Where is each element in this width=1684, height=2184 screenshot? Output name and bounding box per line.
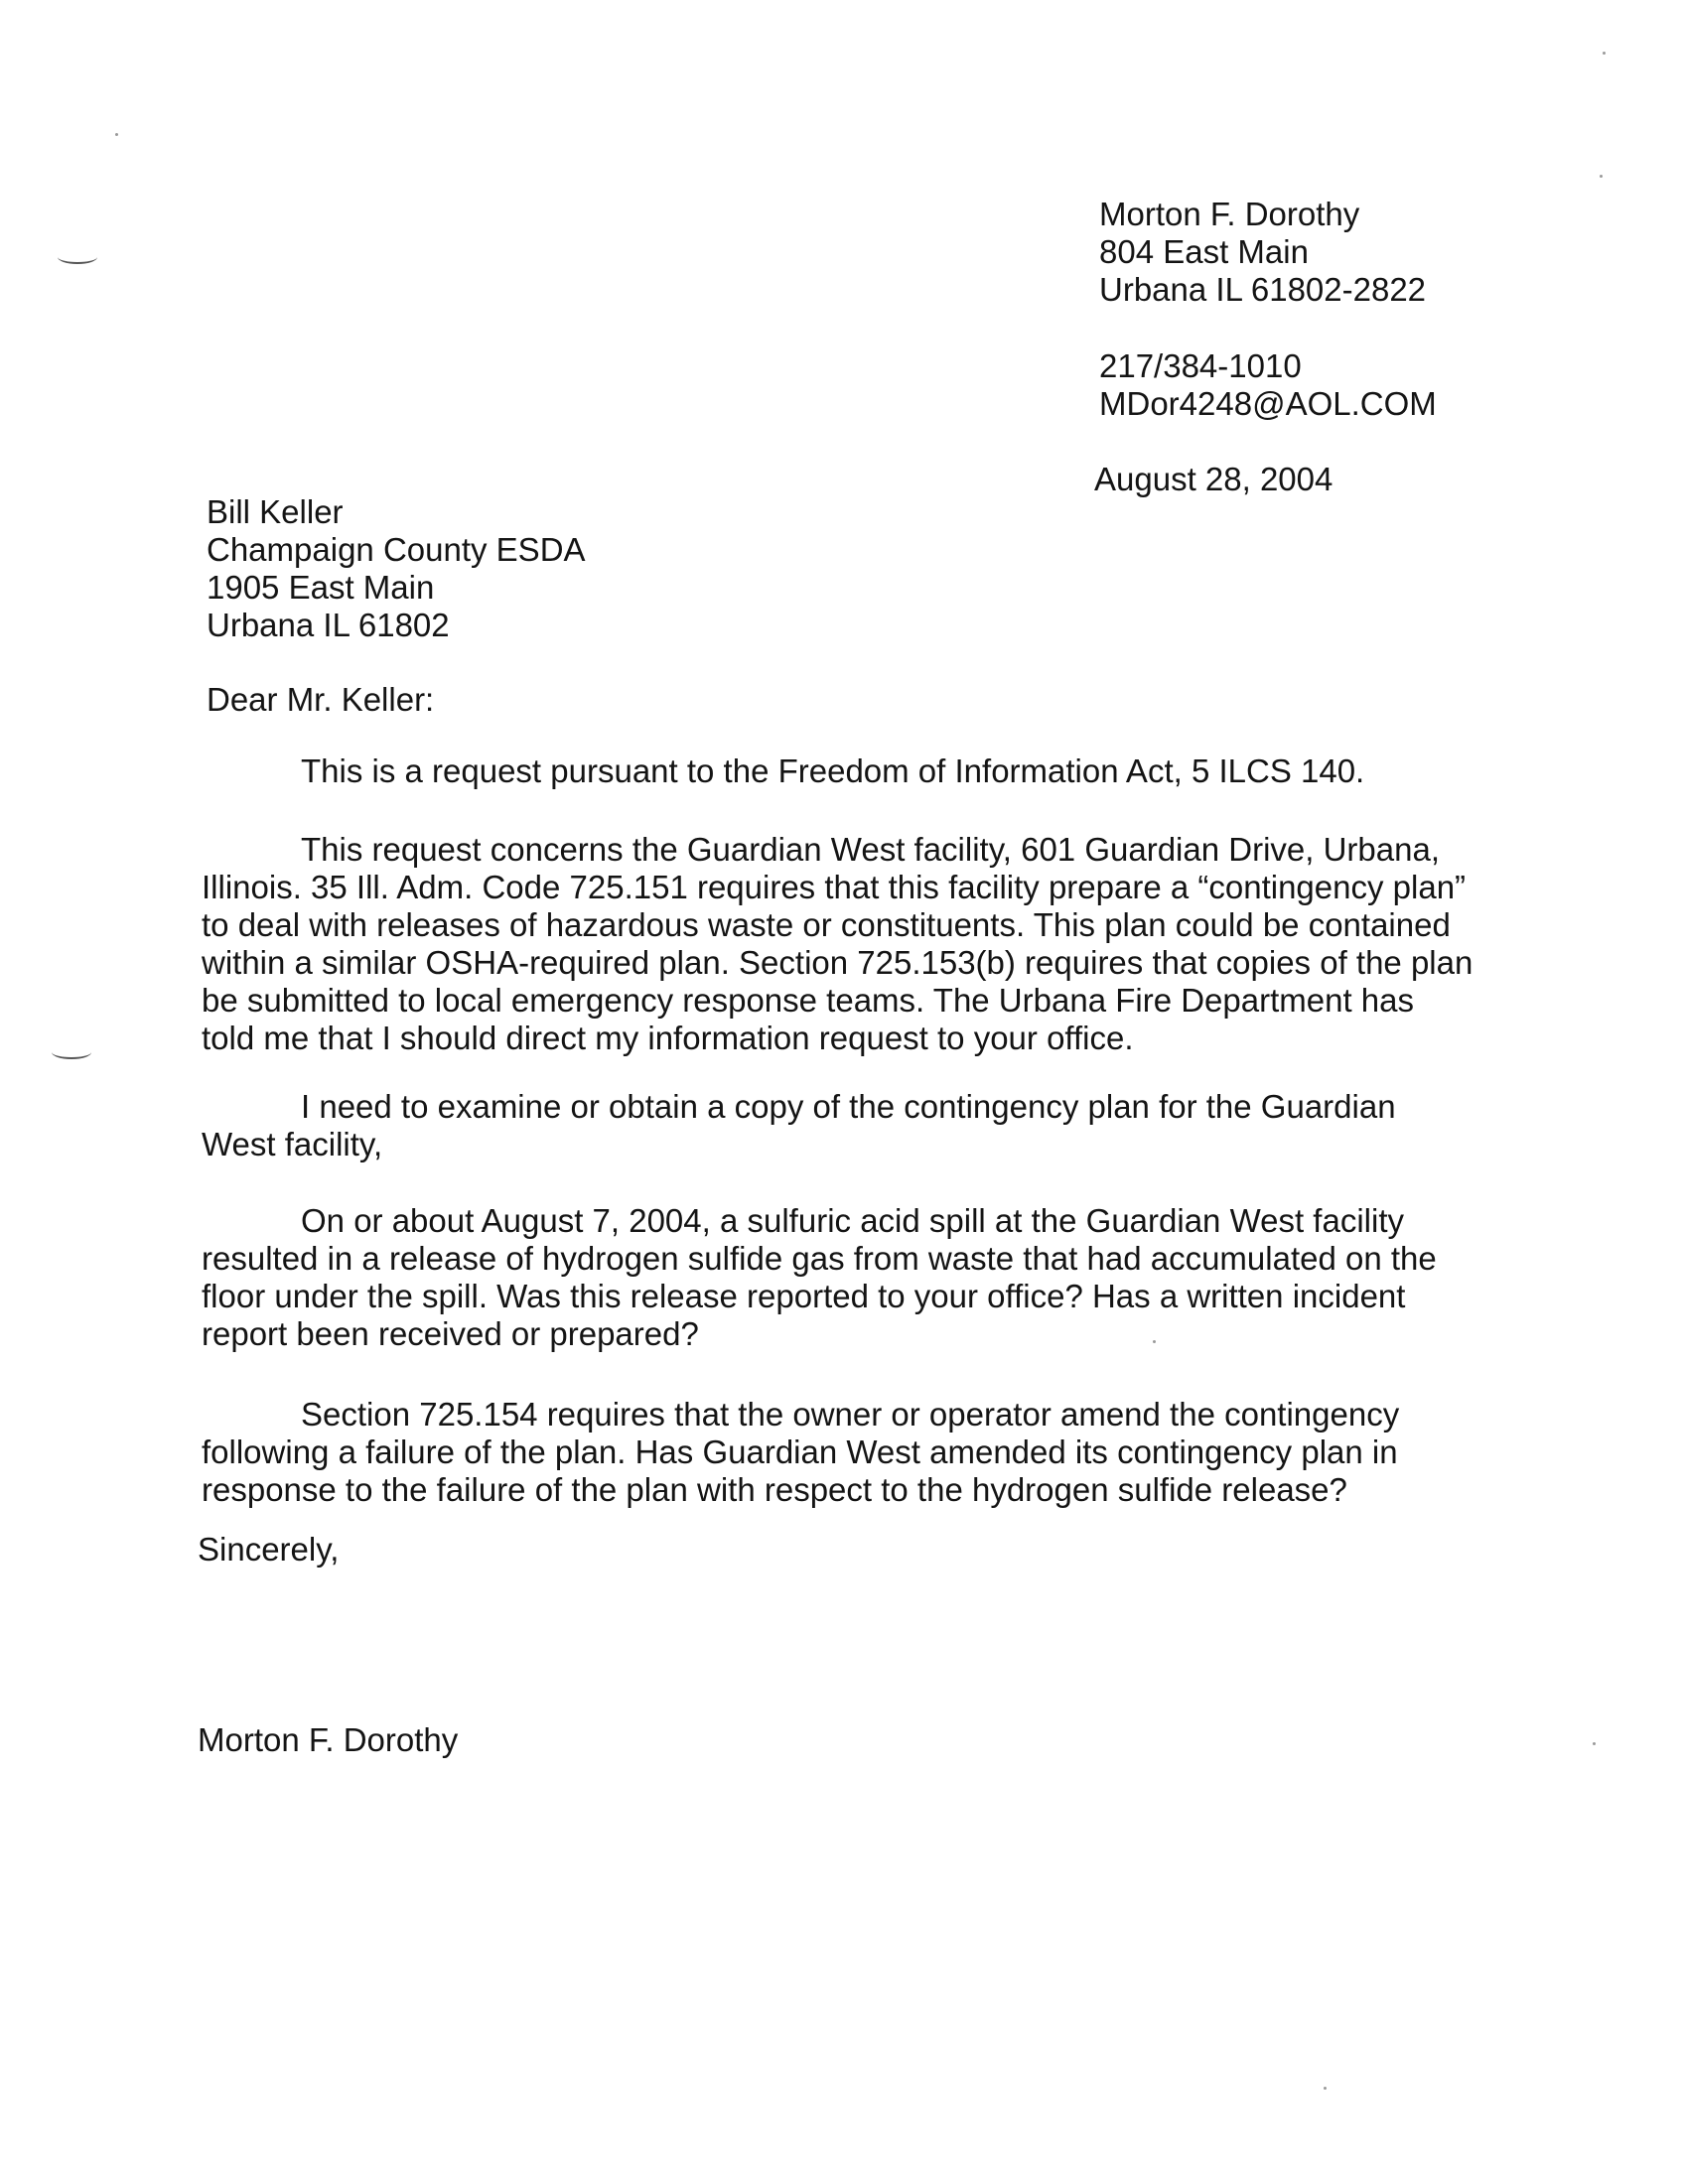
sender-name: Morton F. Dorothy	[1099, 196, 1360, 232]
body-paragraph-2	[202, 831, 1492, 1057]
body-paragraph-3	[202, 1088, 1492, 1163]
body-paragraph-5	[202, 1396, 1492, 1509]
paragraph-line: This request concerns the Guardian West facility, 601 Guardian Drive, Urbana,	[301, 831, 1440, 868]
scan-speck	[115, 133, 118, 136]
sender-street: 804 East Main	[1099, 233, 1309, 270]
recipient-street: 1905 East Main	[207, 569, 435, 606]
paragraph-line: Illinois. 35 Ill. Adm. Code 725.151 requires that this facility prepare a “contingency plan”	[202, 869, 1467, 905]
paragraph-line: floor under the spill. Was this release reported to your office? Has a written incident	[202, 1278, 1406, 1314]
paragraph-line: following a failure of the plan. Has Guardian West amended its contingency plan in	[202, 1433, 1398, 1470]
paragraph-line: resulted in a release of hydrogen sulfide gas from waste that had accumulated on the	[202, 1240, 1437, 1277]
scan-artifact-mark	[58, 250, 97, 264]
sender-email: MDor4248@AOL.COM	[1099, 385, 1437, 422]
salutation: Dear Mr. Keller:	[207, 681, 435, 718]
scan-artifact-mark	[52, 1045, 91, 1059]
scan-speck	[1324, 2087, 1327, 2090]
letter-date: August 28, 2004	[1094, 461, 1333, 497]
body-paragraph-4	[202, 1202, 1492, 1353]
paragraph-line: be submitted to local emergency response teams. The Urbana Fire Department has	[202, 982, 1414, 1019]
sender-contact	[1099, 347, 1437, 423]
paragraph-line: I need to examine or obtain a copy of the contingency plan for the Guardian	[301, 1088, 1396, 1125]
paragraph-line: within a similar OSHA-required plan. Section 725.153(b) requires that copies of the plan	[202, 944, 1474, 981]
scan-speck	[1600, 175, 1603, 178]
closing: Sincerely,	[198, 1531, 340, 1568]
scan-speck	[1153, 1340, 1156, 1343]
recipient-city: Urbana IL 61802	[207, 607, 450, 643]
signature-name: Morton F. Dorothy	[198, 1721, 459, 1758]
paragraph-line: On or about August 7, 2004, a sulfuric acid spill at the Guardian West facility	[301, 1202, 1404, 1239]
recipient-name: Bill Keller	[207, 493, 344, 530]
scan-speck	[1593, 1742, 1596, 1745]
paragraph-line: to deal with releases of hazardous waste or constituents. This plan could be contained	[202, 906, 1451, 943]
paragraph-line: Section 725.154 requires that the owner or operator amend the contingency	[301, 1396, 1400, 1433]
scan-speck	[1603, 52, 1606, 55]
paragraph-line: told me that I should direct my information request to your office.	[202, 1020, 1134, 1056]
paragraph-line: West facility,	[202, 1126, 383, 1162]
body-paragraph-1	[202, 752, 1492, 790]
recipient-organization: Champaign County ESDA	[207, 531, 586, 568]
paragraph-line: report been received or prepared?	[202, 1315, 699, 1352]
sender-city: Urbana IL 61802-2822	[1099, 271, 1427, 308]
paragraph-line: response to the failure of the plan with respect to the hydrogen sulfide release?	[202, 1471, 1347, 1508]
sender-address	[1099, 196, 1426, 309]
sender-phone: 217/384-1010	[1099, 347, 1302, 384]
paragraph-line: This is a request pursuant to the Freedom of Information Act, 5 ILCS 140.	[301, 752, 1365, 789]
recipient-address	[207, 493, 586, 644]
